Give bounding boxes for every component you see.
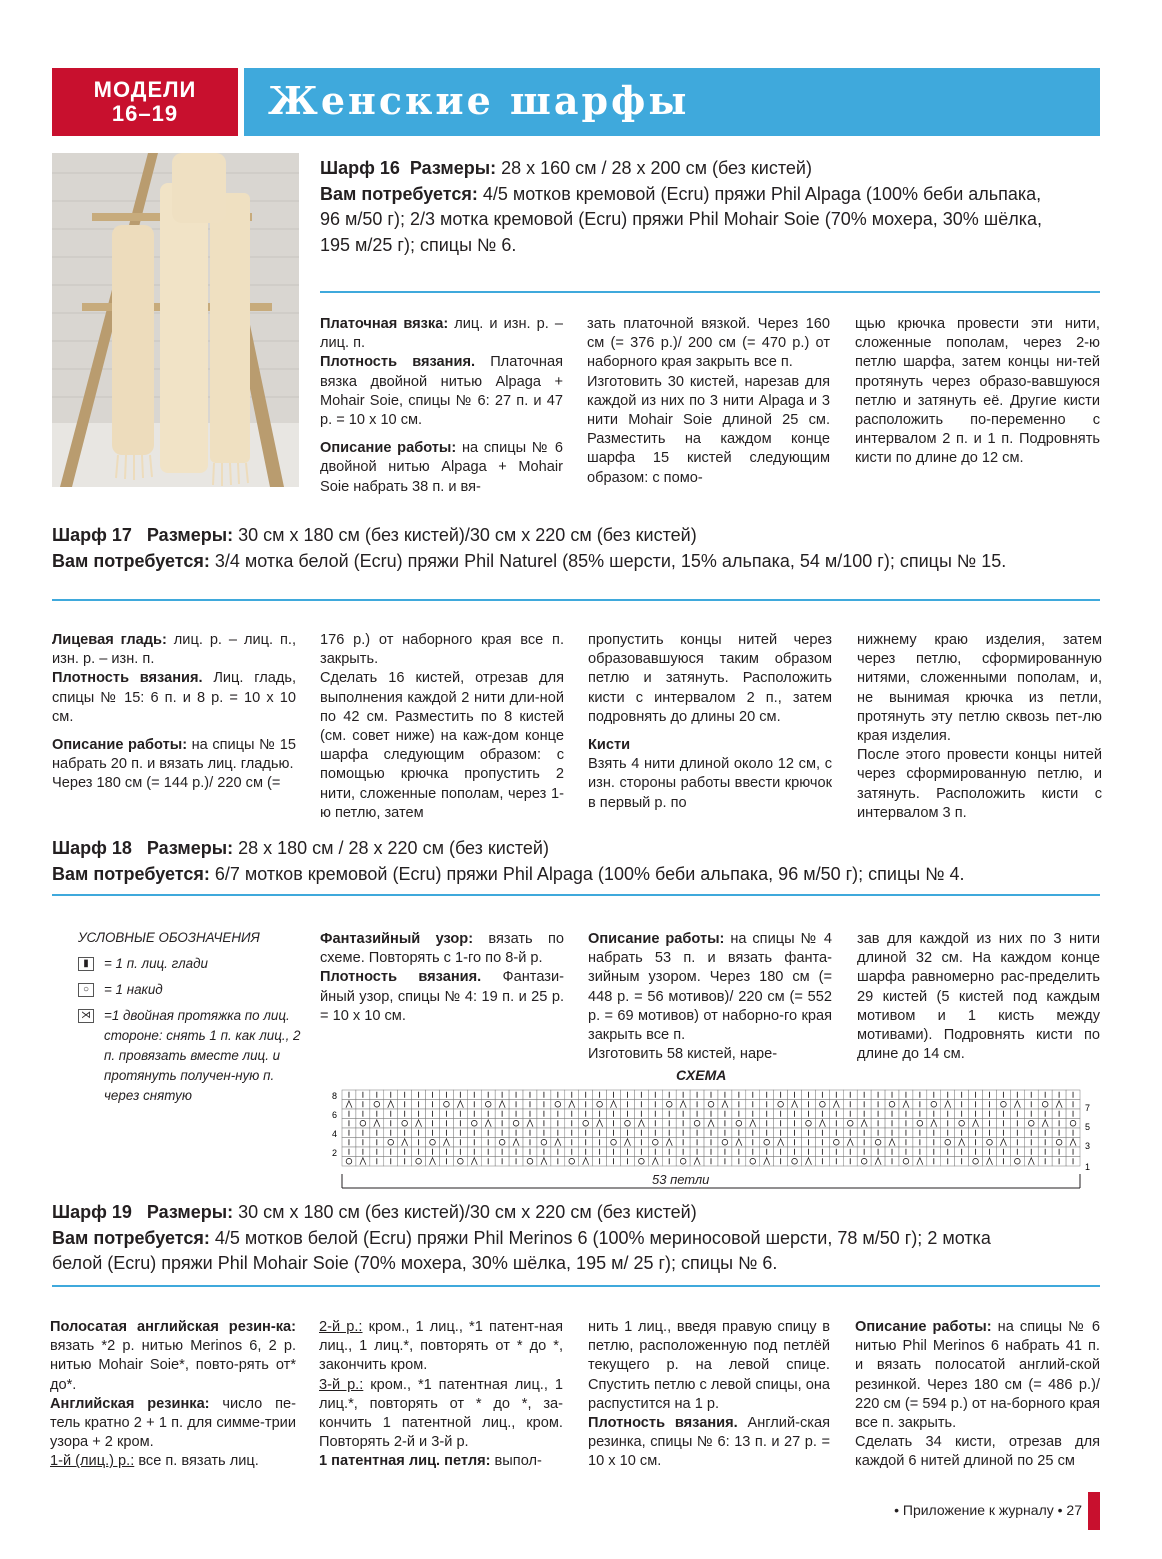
chart-cell bbox=[453, 1157, 467, 1167]
text: Сделать 34 кисти, отрезав для каждой 6 нитей длиной по 25 см bbox=[855, 1434, 1100, 1470]
text: на спицы № 6 нитью Phil Merinos 6 набрать 41 п. и вязать полосатой англий-ской резинкой. Через 180 см (= 486 р.)/ 220 см (= 594 р.) от на-борного края все п. закрыть. bbox=[855, 1319, 1100, 1432]
label: Описание работы: bbox=[320, 440, 457, 457]
chart-cell bbox=[676, 1157, 690, 1167]
double-decrease-icon: ⋊ bbox=[78, 1009, 94, 1023]
text: кром., *1 патентная лиц., 1 лиц.*, повторять от * до *, за-кончить 1 патентной лиц., кром. Повторять 2-й и 3-й р. bbox=[319, 1376, 563, 1451]
scarf16-sizes: 28 x 160 см / 28 x 200 см (без кистей) bbox=[496, 158, 812, 178]
text: Изготовить 58 кистей, наре- bbox=[588, 1046, 778, 1063]
knit-stitch-icon: ▮ bbox=[78, 957, 94, 971]
chart-cell bbox=[439, 1100, 453, 1110]
text: Платочная вязка двойной нитью Alpaga + Mohair Soie, спицы № 6: 27 п. и 47 р. = 10 х 10 см. bbox=[320, 354, 563, 429]
label: Плотность вязания. bbox=[52, 670, 203, 687]
label: Кисти bbox=[588, 737, 631, 754]
chart-cell bbox=[481, 1100, 495, 1110]
chart-cell bbox=[788, 1157, 802, 1167]
scarf17-sizes-label: Размеры: bbox=[146, 525, 234, 545]
text: Взять 4 нити длиной около 12 см, с изн. стороны работы ввести крючок в первый р. по bbox=[588, 756, 832, 811]
chart-cell bbox=[342, 1157, 356, 1167]
chart-cell bbox=[927, 1100, 941, 1110]
scarf16-spec bbox=[320, 156, 1110, 258]
scarf19-spec bbox=[52, 1200, 1112, 1277]
row-label-right: 1 bbox=[1085, 1162, 1091, 1172]
text: нить 1 лиц., введя правую спицу в петлю, расположенную под петлёй текущего р. на левой спице. Спустить петлю с левой спицы, она распустится на 1 р. bbox=[588, 1319, 830, 1412]
chart-cell bbox=[913, 1119, 927, 1129]
chart-cell bbox=[802, 1119, 816, 1129]
chart-cell bbox=[467, 1119, 481, 1129]
text: нижнему краю изделия, затем через петлю, сформированную нитями, сложенными пополам, и, не вынимая крючка из петли, протянуть эту петлю сквозь пет-лю края изделия. bbox=[857, 632, 1102, 745]
chart-cell bbox=[996, 1100, 1010, 1110]
scarf16-need-label: Вам потребуется: bbox=[320, 183, 478, 204]
footer-accent-bar bbox=[1088, 1492, 1100, 1530]
chart-cell bbox=[551, 1100, 565, 1110]
scarf19-sizes: 30 см x 180 см (без кистей)/30 см x 220 см (без кистей) bbox=[233, 1202, 697, 1222]
text: лиц. и изн. р. – лиц. п. bbox=[320, 316, 563, 352]
scarf16-col1 bbox=[320, 315, 563, 497]
scarf16-sizes-label: Размеры: bbox=[409, 158, 497, 178]
models-range: 16–19 bbox=[111, 101, 179, 126]
scarf18-need-label: Вам потребуется: bbox=[52, 863, 210, 884]
chart-cell bbox=[579, 1119, 593, 1129]
chart-cell bbox=[704, 1100, 718, 1110]
scarf19-col1 bbox=[50, 1318, 296, 1472]
chart-cell bbox=[523, 1157, 537, 1167]
scarf18-col4 bbox=[857, 930, 1100, 1064]
scarf16-col3 bbox=[855, 315, 1100, 469]
scarf18-sizes: 28 x 180 см / 28 x 220 см (без кистей) bbox=[233, 838, 549, 858]
row-label-left: 2 bbox=[332, 1148, 338, 1158]
chart-cell bbox=[1024, 1119, 1038, 1129]
label: Полосатая английская резин-ка: bbox=[50, 1319, 296, 1335]
scarf16-need-2: 96 м/50 г); 2/3 мотка кремовой (Ecru) пряжи Phil Mohair Soie (70% мохера, 30% шёлка, bbox=[320, 209, 1042, 229]
chart-cell bbox=[648, 1138, 662, 1148]
text: вязать по схеме. Повторять с 1-го по 8-й р. bbox=[320, 931, 564, 967]
chart-cell bbox=[537, 1138, 551, 1148]
models-label: МОДЕЛИ bbox=[93, 77, 197, 102]
legend-yarn-over: = 1 накид bbox=[104, 982, 163, 997]
row-label-right: 7 bbox=[1085, 1103, 1091, 1113]
scarf19-col2 bbox=[319, 1318, 563, 1472]
stitch-count-bracket bbox=[342, 1174, 1080, 1188]
chart-cell bbox=[885, 1100, 899, 1110]
scarf17-need-label: Вам потребуется: bbox=[52, 550, 210, 571]
scarves-photo bbox=[52, 153, 299, 487]
chart-cell bbox=[370, 1100, 384, 1110]
text: Англий-ская резинка, спицы № 6: 13 п. и 27 р. = 10 х 10 см. bbox=[588, 1415, 830, 1470]
scarf17-col4 bbox=[857, 631, 1102, 823]
text: все п. вязать лиц. bbox=[134, 1453, 259, 1470]
scarf16-need-3: 195 м/25 г); спицы № 6. bbox=[320, 234, 517, 255]
scarf18-col3 bbox=[588, 930, 832, 1064]
chart-cell bbox=[607, 1138, 621, 1148]
text: щью крючка провести эти нити, сложенные пополам, через 2-ю петлю шарфа, затем концы ни-тей протянуть через образо-вавшуюся петлю и затянуть её. Другие кисти расположить по-переменно с интервалом 2 п. и 1 п. Подровнять кисти по длине до 12 см. bbox=[855, 316, 1100, 467]
chart-cell bbox=[384, 1138, 398, 1148]
chart-cell bbox=[690, 1119, 704, 1129]
chart-cell bbox=[871, 1138, 885, 1148]
text: После этого провести концы нитей через сформированную петлю, и затянуть. Расположить кисти с интервалом 3 п. bbox=[857, 747, 1102, 821]
stitch-count-label: 53 петли bbox=[652, 1172, 710, 1187]
text: Лиц. гладь, спицы № 15: 6 п. и 8 р. = 10 х 10 см. bbox=[52, 670, 296, 725]
text: на спицы № 6 двойной нитью Alpaga + Mohair Soie набрать 38 п. и вя- bbox=[320, 440, 563, 495]
text: на спицы № 4 набрать 53 п. и вязать фанта-зийным узором. Через 180 см (= 448 р. = 56 мотивов)/ 220 см (= 552 р. = 69 мотивов) от наборно-го края закрыть все п. bbox=[588, 931, 832, 1044]
scarves-illustration bbox=[52, 153, 299, 487]
chart-cell bbox=[620, 1119, 634, 1129]
scarf17-sizes: 30 см x 180 см (без кистей)/30 см x 220 см (без кистей) bbox=[233, 525, 697, 545]
label: Описание работы: bbox=[855, 1319, 992, 1335]
label: Описание работы: bbox=[52, 737, 188, 754]
chart-cell bbox=[718, 1138, 732, 1148]
scarf17-name: Шарф 17 bbox=[52, 525, 132, 545]
chart-cell bbox=[969, 1157, 983, 1167]
label: Платочная вязка: bbox=[320, 316, 449, 332]
scarf17-col2 bbox=[320, 631, 564, 823]
chart-cell bbox=[732, 1119, 746, 1129]
chart-cell bbox=[1010, 1157, 1024, 1167]
label: Плотность вязания. bbox=[320, 969, 482, 986]
row-label-left: 4 bbox=[332, 1129, 338, 1139]
row-label-left: 6 bbox=[332, 1110, 338, 1120]
scarf18-sizes-label: Размеры: bbox=[146, 838, 234, 858]
scarf19-need-1: 4/5 мотков белой (Ecru) пряжи Phil Merinos 6 (100% мериносовой шерсти, 78 м/50 г); 2 мотка bbox=[209, 1227, 991, 1248]
chart-cell bbox=[746, 1157, 760, 1167]
page-title: Женские шарфы bbox=[268, 78, 690, 123]
chart-cell bbox=[1066, 1119, 1080, 1129]
divider bbox=[52, 599, 1100, 601]
row-label-right: 5 bbox=[1085, 1122, 1091, 1132]
label: Описание работы: bbox=[588, 931, 725, 947]
chart-cell bbox=[426, 1138, 440, 1148]
scarf19-col3 bbox=[588, 1318, 830, 1472]
chart-cell bbox=[412, 1157, 426, 1167]
models-badge bbox=[52, 68, 238, 136]
chart-cell bbox=[774, 1100, 788, 1110]
scarf16-col2 bbox=[587, 315, 830, 488]
chart-cell bbox=[1038, 1100, 1052, 1110]
text: вязать *2 р. нитью Merinos 6, 2 р. нитью Mohair Soie*, повто-рять от* до*. bbox=[50, 1338, 296, 1393]
divider bbox=[52, 1285, 1100, 1287]
text: Через 180 см (= 144 р.)/ 220 см (= bbox=[52, 775, 281, 792]
legend-knit: = 1 п. лиц. глади bbox=[104, 956, 208, 971]
scarf18-name: Шарф 18 bbox=[52, 838, 132, 858]
scarf17-need: 3/4 мотка белой (Ecru) пряжи Phil Naturel (85% шерсти, 15% альпака, 54 м/100 г); спицы № 15. bbox=[209, 550, 1007, 571]
text: зать платочной вязкой. Через 160 см (= 376 р.)/ 200 см (= 470 р.) от наборного края закрыть все п. bbox=[587, 316, 830, 371]
chart-cell bbox=[495, 1138, 509, 1148]
text: выпол- bbox=[490, 1453, 542, 1470]
label: 1-й (лиц.) р.: bbox=[50, 1453, 135, 1470]
chart-cell bbox=[941, 1138, 955, 1148]
label: Лицевая гладь: bbox=[52, 632, 167, 648]
page-footer: • Приложение к журналу • 27 bbox=[894, 1502, 1082, 1518]
chart-cell bbox=[760, 1138, 774, 1148]
chart-cell bbox=[509, 1119, 523, 1129]
chart-cell bbox=[829, 1138, 843, 1148]
scarf19-need-2: белой (Ecru) пряжи Phil Mohair Soie (70% мохера, 30% шёлка, 195 м/ 25 г); спицы № 6. bbox=[52, 1253, 778, 1273]
legend-title: УСЛОВНЫЕ ОБОЗНАЧЕНИЯ bbox=[78, 930, 260, 945]
scarf17-col1 bbox=[52, 631, 296, 794]
chart-cell bbox=[565, 1157, 579, 1167]
chart-cell bbox=[983, 1138, 997, 1148]
label: 1 патентная лиц. петля: bbox=[319, 1453, 491, 1470]
chart-cell bbox=[899, 1157, 913, 1167]
chart-cell bbox=[815, 1100, 829, 1110]
scarf17-col3 bbox=[588, 631, 832, 813]
text: кром., 1 лиц., *1 патент-ная лиц., 1 лиц.*, повторять от * до *, закончить кром. bbox=[319, 1319, 563, 1374]
text: Изготовить 30 кистей, нарезав для каждой из них по 3 нити Alpaga и 3 нити Mohair Soie длиной 25 см. Разместить на каждом конце шарфа 15 кистей следующим образом: с помо- bbox=[587, 373, 830, 486]
scarf19-need-label: Вам потребуется: bbox=[52, 1227, 210, 1248]
text: лиц. р. – лиц. п., изн. р. – изн. п. bbox=[52, 632, 297, 668]
scarf18-spec bbox=[52, 836, 1112, 887]
legend bbox=[78, 928, 308, 1106]
yarn-over-icon: ○ bbox=[78, 983, 94, 997]
label: 3-й р.: bbox=[319, 1376, 364, 1393]
chart-cell bbox=[955, 1119, 969, 1129]
text: пропустить концы нитей через образовавшуюся таким образом петлю и затянуть. Расположить кисти с интервалом 2 п., затем подровнять до длины 20 см. bbox=[588, 632, 832, 725]
text: Фантази-йный узор, спицы № 4: 19 п. и 25 р. = 10 х 10 см. bbox=[320, 969, 564, 1024]
legend-double-decrease: =1 двойная протяжка по лиц. стороне: снять 1 п. как лиц., 2 п. провязать вместе лиц. и протянуть получен-ную п. через снятую bbox=[104, 1008, 301, 1103]
text: 176 р.) от наборного края все п. закрыть. bbox=[320, 632, 564, 668]
scarf18-col2 bbox=[320, 930, 564, 1026]
text: Сделать 16 кистей, отрезав для выполнения каждой 2 нити дли-ной по 42 см. Разместить по 8 кистей (см. совет ниже) на каж-дом конце шарфа следующим образом: с помощью крючка пропустить 2 нити, сложенные пополам, через 1-ю петлю, затем bbox=[320, 670, 564, 821]
scarf16-need-1: 4/5 мотков кремовой (Ecru) пряжи Phil Alpaga (100% беби альпака, bbox=[477, 183, 1042, 204]
scarf17-spec bbox=[52, 523, 1112, 574]
label: Фантазийный узор: bbox=[320, 931, 474, 947]
label: Плотность вязания. bbox=[320, 354, 476, 371]
chart-cell bbox=[593, 1100, 607, 1110]
label: Плотность вязания. bbox=[588, 1415, 738, 1432]
label: 2-й р.: bbox=[319, 1319, 363, 1335]
chart-cell bbox=[634, 1157, 648, 1167]
text: зав для каждой из них по 3 нити длиной 32 см. На каждом конце шарфа равномерно рас-пределить 29 кистей (5 кистей под каждым мотивом и 1 кисть между мотивами). Подровнять кисти по длине до 14 см. bbox=[857, 931, 1100, 1063]
scarf18-need: 6/7 мотков кремовой (Ecru) пряжи Phil Alpaga (100% беби альпака, 96 м/50 г); спицы № 4. bbox=[209, 863, 965, 884]
scarf16-name: Шарф 16 bbox=[320, 158, 400, 178]
divider bbox=[52, 894, 1100, 896]
chart-cell bbox=[398, 1119, 412, 1129]
chart-cell bbox=[1052, 1138, 1066, 1148]
text: число пе-тель кратно 2 + 1 п. для симме-трии узора + 2 кром. bbox=[50, 1395, 296, 1451]
label: Английская резинка: bbox=[50, 1395, 210, 1412]
scheme-title: СХЕМА bbox=[676, 1067, 727, 1083]
scarf19-col4 bbox=[855, 1318, 1100, 1472]
chart-cell bbox=[857, 1157, 871, 1167]
chart-cell bbox=[662, 1100, 676, 1110]
chart-cell bbox=[843, 1119, 857, 1129]
text: на спицы № 15 набрать 20 п. и вязать лиц. гладью. bbox=[52, 737, 296, 773]
scarf19-name: Шарф 19 bbox=[52, 1202, 132, 1222]
scarf19-sizes-label: Размеры: bbox=[146, 1202, 234, 1222]
knitting-chart bbox=[326, 1084, 1096, 1192]
chart-cell bbox=[356, 1119, 370, 1129]
row-label-left: 8 bbox=[332, 1091, 338, 1101]
row-label-right: 3 bbox=[1085, 1141, 1091, 1151]
divider bbox=[320, 291, 1100, 293]
